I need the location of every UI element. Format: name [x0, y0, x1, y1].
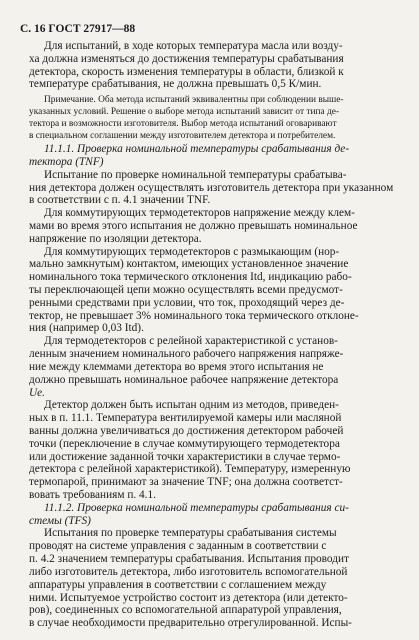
text-line: ха должна изменяться до достижения температуры срабатывания: [29, 52, 344, 65]
section-heading: 11.1.2. Проверка номинальной температуры срабатывания си-: [44, 501, 349, 514]
text-line: Для коммутирующих термодетекторов напряжение между клем-: [44, 207, 355, 220]
note-line: Примечание. Оба метода испытаний эквивалентны при соблюдении выше-: [44, 94, 344, 105]
text-line: п. 4.2 значением температуры срабатывания. Испытания проводит: [29, 553, 349, 566]
text-line: в соответствии с п. 4.1 значении TNF.: [29, 194, 211, 207]
text-line: детектора с релейной характеристикой). Температуру, измеренную: [29, 463, 351, 476]
text-line: мально замкнутым) контактом, имеющих установленное значение: [29, 258, 349, 271]
note-line: указанных условий. Решение о выборе метода испытаний зависит от типа де-: [29, 106, 340, 117]
text-line: вовать требованиям п. 4.1.: [29, 489, 156, 501]
text-line: в случае необходимости предварительно отрегулированной. Испы-: [29, 617, 352, 630]
text-line: тектор, не превышает 3% номинального тока термического отклоне-: [29, 309, 359, 322]
text-line: Для коммутирующих термодетекторов с размыкающим (нор-: [44, 245, 340, 258]
text-line: точки (переключение в случае коммутирующего термодетектора: [29, 437, 340, 450]
section-heading: тектора (TNF): [29, 155, 104, 168]
text-line: ров), соединенных со вспомогательной аппаратурой управления,: [29, 604, 342, 617]
text-line: Ue.: [29, 386, 45, 399]
section-heading: 11.1.1. Проверка номинальной температуры срабатывания де-: [44, 143, 350, 155]
text-line: ванны должна увеличиваться до достижения детектором рабочей: [29, 424, 344, 437]
section-heading: стемы (TFS): [29, 514, 91, 527]
page-header: С. 16 ГОСТ 27917—88: [20, 23, 136, 35]
text-line: аппаратуры управления в соответствии с соглашением между: [29, 578, 327, 591]
text-line: мами во время этого испытания не должно превышать номинальное: [29, 219, 358, 232]
text-line: температуре срабатывания, не должна превышать 0,5 К/мин.: [29, 78, 322, 91]
text-line: Испытания по проверке температуры срабатывания системы: [44, 527, 337, 540]
text-line: ных в п. 11.1. Температура вентилируемой камеры или масляной: [29, 412, 342, 425]
text-line: номинального тока термического отклонения Itd, индикацию рабо-: [29, 271, 352, 284]
text-line: ними. Испытуемое устройство состоит из детектора (или детекто-: [29, 591, 348, 604]
text-line: ния (например 0,03 Itd).: [29, 322, 144, 335]
text-line: ние между клеммами детектора во время этого испытания не: [29, 360, 324, 373]
text-line: ренными средствами при условии, что ток, проходящий через де-: [29, 296, 345, 309]
text-line: либо изготовитель детектора, либо изготовитель вспомогательной: [29, 565, 348, 578]
text-line: Испытание по проверке номинальной температуры срабатыва-: [44, 168, 347, 181]
text-line: ты переключающей цепи можно осуществлять всеми предусмот-: [29, 284, 343, 296]
text-line: ленным значением номинального рабочего напряжения напряже-: [29, 348, 344, 360]
text-line: ния детектора должен осуществлять изготовитель детектора при указанном: [29, 181, 394, 194]
text-line: проводят на системе управления с заданным в соответствии с: [29, 540, 327, 553]
text-line: термопарой, принимают за значение TNF; она должна соответст-: [29, 476, 343, 489]
text-line: детектора, скорость изменения температуры в области, близкой к: [29, 65, 344, 78]
text-line: Для термодетекторов с релейной характеристикой с установ-: [44, 335, 338, 348]
text-line: или достижение заданной точки характеристики в случае термо-: [29, 450, 341, 463]
text-line: напряжение по изоляции детектора.: [29, 232, 202, 245]
text-line: Для испытаний, в ходе которых температура масла или возду-: [44, 40, 343, 52]
note-line: в специальном соглашении между изготовителем детектора и потребителем.: [29, 130, 336, 141]
text-line: Детектор должен быть испытан одним из методов, приведен-: [44, 399, 339, 412]
note-line: тектора и возможности изготовителя. Выбор метода испытаний оговаривают: [29, 118, 337, 129]
text-line: должно превышать номинальное рабочее напряжение детектора: [29, 373, 339, 386]
